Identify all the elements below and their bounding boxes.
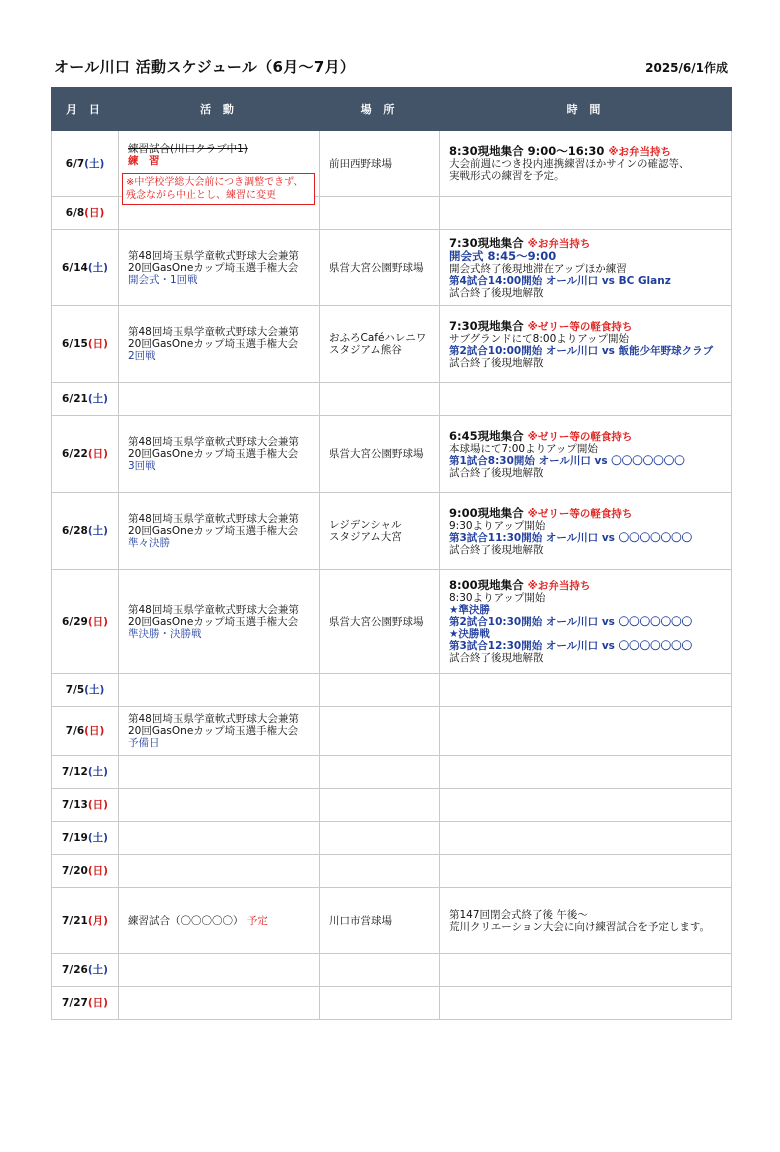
schedule-row (52, 674, 732, 707)
place-cell (320, 493, 440, 570)
time-line (449, 467, 731, 479)
place-text: 県営大宮公園野球場 (329, 448, 424, 460)
schedule-row (52, 756, 732, 789)
place-cell (320, 306, 440, 383)
time-segment: ※ゼリー等の軽食持ち (527, 320, 633, 333)
date-cell (52, 416, 119, 493)
date-cell (52, 954, 119, 987)
day-paren: ) (103, 964, 108, 976)
activity-line (128, 460, 319, 472)
place-text: 前田西野球場 (329, 157, 392, 170)
schedule-row (52, 306, 732, 383)
time-segment: 8:00現地集合 (449, 578, 528, 592)
activity-cell (119, 131, 320, 201)
time-line (449, 455, 731, 467)
schedule-row (52, 131, 732, 197)
time-segment: 7:30現地集合 (449, 235, 528, 250)
time-segment: ※お弁当持ち (527, 580, 591, 592)
time-line (449, 250, 731, 263)
activity-text: 準々決勝 (128, 537, 170, 549)
place-cell (320, 888, 440, 954)
day-paren: ) (103, 525, 108, 537)
header-row (52, 88, 732, 131)
day-paren: ) (99, 157, 105, 170)
time-cell (440, 756, 732, 789)
time-cell (440, 888, 732, 954)
activity-cell (119, 822, 320, 855)
activity-text: 20回GasOneカップ埼玉選手権大会 (128, 338, 299, 350)
activity-cell (119, 756, 320, 789)
date-text: 7/6 (65, 725, 85, 737)
time-segment: 大会前週につき投内連携練習ほかサインの確認等、 (449, 158, 690, 170)
day-paren: ( (87, 448, 93, 460)
date-cell (52, 756, 119, 789)
time-line (449, 320, 731, 333)
time-segment: 試合終了後現地解散 (449, 466, 544, 479)
time-line (449, 158, 731, 170)
activity-text: 20回GasOneカップ埼玉選手権大会 (128, 448, 299, 460)
schedule-row (52, 954, 732, 987)
time-segment: ※ゼリー等の軽食持ち (527, 507, 633, 520)
time-line (449, 532, 731, 544)
activity-cell (119, 674, 320, 707)
schedule-body (52, 131, 732, 1020)
day-paren: ( (84, 725, 89, 737)
schedule-row (52, 416, 732, 493)
schedule-table (51, 87, 732, 1020)
activity-line (128, 274, 319, 286)
day-paren: ) (103, 448, 108, 460)
place-cell (320, 416, 440, 493)
schedule-row (52, 789, 732, 822)
weekday-text: 日 (92, 865, 104, 877)
activity-text: 第48回埼玉県学童軟式野球大会兼第 (128, 326, 299, 338)
time-line (449, 592, 731, 604)
date-text: 7/20 (62, 865, 88, 877)
time-segment: ※お弁当持ち (608, 146, 672, 158)
day-paren: ( (87, 832, 93, 844)
time-line (449, 628, 731, 640)
time-segment: 第3試合12:30開始 オール川口 vs 〇〇〇〇〇〇〇 (449, 640, 693, 652)
place-cell (320, 855, 440, 888)
activity-cell (119, 306, 320, 383)
weekday-text: 日 (92, 448, 104, 460)
weekday-text: 日 (92, 799, 104, 811)
schedule-row (52, 987, 732, 1020)
activity-cell (119, 230, 320, 306)
day-paren: ) (103, 338, 108, 350)
place-cell (320, 954, 440, 987)
time-cell (440, 197, 732, 230)
time-cell (440, 230, 732, 306)
time-line (449, 345, 731, 357)
activity-text: 第48回埼玉県学童軟式野球大会兼第 (128, 513, 299, 525)
day-paren: ( (84, 207, 89, 219)
weekday-text: 日 (88, 207, 100, 219)
activity-suffix: 予定 (243, 914, 268, 927)
weekday-text: 日 (92, 338, 104, 350)
time-segment: 第1試合8:30開始 オール川口 vs 〇〇〇〇〇〇〇 (449, 454, 685, 467)
day-paren: ) (103, 393, 108, 405)
date-text: 6/22 (62, 448, 88, 460)
activity-line (128, 448, 319, 460)
day-paren: ) (103, 261, 108, 274)
time-line (449, 275, 731, 287)
day-paren: ( (84, 157, 89, 170)
day-paren: ) (99, 207, 105, 219)
date-cell (52, 131, 119, 197)
time-segment: 第4試合14:00開始 オール川口 vs BC Glanz (449, 274, 671, 287)
date-text: 7/19 (62, 832, 88, 844)
activity-line (128, 436, 319, 448)
time-line (449, 604, 731, 616)
place-cell (320, 756, 440, 789)
time-cell (440, 493, 732, 570)
schedule-row (52, 888, 732, 954)
day-paren: ( (87, 615, 93, 628)
activity-text: 3回戦 (128, 460, 156, 472)
day-paren: ( (87, 525, 93, 537)
time-segment: 9:00現地集合 (449, 505, 528, 520)
activity-text: 第48回埼玉県学童軟式野球大会兼第 (128, 603, 299, 616)
date-text: 6/15 (62, 338, 88, 350)
weekday-text: 土 (92, 832, 104, 844)
activity-cell (119, 707, 320, 756)
activity-line (128, 262, 319, 274)
place-cell (320, 230, 440, 306)
activity-text: 第48回埼玉県学童軟式野球大会兼第 (128, 436, 299, 448)
activity-line (128, 713, 319, 725)
time-cell (440, 416, 732, 493)
activity-cell (119, 570, 320, 674)
time-cell (440, 954, 732, 987)
activity-text: 練習試合（〇〇〇〇〇） (128, 914, 244, 927)
activity-text: 20回GasOneカップ埼玉選手権大会 (128, 261, 299, 274)
date-text: 6/8 (65, 207, 85, 219)
date-cell (52, 674, 119, 707)
activity-line (128, 513, 319, 525)
place-cell (320, 987, 440, 1020)
time-segment: ★準決勝 (449, 604, 490, 616)
time-segment: 本球場にて7:00よりアップ開始 (449, 442, 598, 455)
place-cell (320, 674, 440, 707)
column-header-place: 場 所 (320, 88, 440, 131)
weekday-text: 日 (88, 725, 100, 737)
date-text: 7/12 (62, 766, 88, 778)
cancellation-note: ※中学校学総大会前につき調整できず、 残念ながら中止とし、練習に変更 (122, 173, 315, 205)
activity-line (128, 525, 319, 537)
place-text: 川口市営球場 (329, 914, 392, 927)
day-paren: ) (103, 997, 108, 1009)
time-segment: 9:30よりアップ開始 (449, 519, 546, 532)
time-segment: 8:30よりアップ開始 (449, 592, 546, 604)
column-header-time: 時 間 (440, 88, 732, 131)
time-line (449, 443, 731, 455)
date-text: 7/26 (62, 964, 88, 976)
time-line (449, 909, 731, 921)
time-line (449, 507, 731, 520)
day-paren: ) (99, 725, 105, 737)
place-text: おふろCaféハレニワ スタジアム熊谷 (329, 332, 427, 356)
time-line (449, 652, 731, 664)
date-text: 6/21 (62, 393, 88, 405)
date-text: 7/27 (62, 997, 88, 1009)
time-segment: 第2試合10:30開始 オール川口 vs 〇〇〇〇〇〇〇 (449, 616, 693, 628)
schedule-row (52, 822, 732, 855)
time-segment: ※お弁当持ち (527, 237, 591, 250)
day-paren: ( (87, 865, 93, 877)
time-line (449, 170, 731, 182)
time-line (449, 357, 731, 369)
schedule-row (52, 570, 732, 674)
time-segment: サブグランドにて8:00よりアップ開始 (449, 332, 630, 345)
date-cell (52, 888, 119, 954)
activity-cell (119, 383, 320, 416)
time-cell (440, 987, 732, 1020)
time-segment: 試合終了後現地解散 (449, 286, 544, 299)
activity-line (128, 725, 319, 737)
time-segment: 開会式終了後現地滞在アップほか練習 (449, 262, 627, 275)
day-paren: ( (87, 766, 93, 778)
time-cell (440, 131, 732, 197)
date-cell (52, 570, 119, 674)
time-segment: 第2試合10:00開始 オール川口 vs 飯能少年野球クラブ (449, 344, 714, 357)
day-paren: ( (87, 799, 93, 811)
place-cell (320, 707, 440, 756)
weekday-text: 土 (92, 525, 104, 537)
activity-line (128, 737, 319, 749)
weekday-text: 土 (88, 157, 100, 170)
time-segment: 8:30現地集合 9:00～16:30 (449, 144, 609, 158)
day-paren: ) (103, 832, 108, 844)
activity-cell (119, 954, 320, 987)
activity-line (128, 616, 319, 628)
place-text: 県営大宮公園野球場 (329, 615, 424, 628)
place-cell (320, 789, 440, 822)
place-cell (320, 570, 440, 674)
activity-cell (119, 888, 320, 954)
time-line (449, 430, 731, 443)
time-cell (440, 306, 732, 383)
activity-text: 準決勝・決勝戦 (128, 627, 202, 640)
time-segment: 試合終了後現地解散 (449, 543, 544, 556)
date-text: 7/21 (62, 914, 88, 927)
time-line (449, 263, 731, 275)
date-cell (52, 707, 119, 756)
time-cell (440, 707, 732, 756)
time-line (449, 333, 731, 345)
time-line (449, 520, 731, 532)
date-text: 7/13 (62, 799, 88, 811)
date-text: 7/5 (65, 684, 85, 696)
date-cell (52, 383, 119, 416)
date-cell (52, 855, 119, 888)
day-paren: ( (87, 914, 93, 927)
time-segment: 荒川クリエーション大会に向け練習試合を予定します。 (449, 920, 711, 933)
time-segment: 6:45現地集合 (449, 428, 528, 443)
activity-cell (119, 789, 320, 822)
time-cell (440, 789, 732, 822)
time-segment: ★決勝戦 (449, 628, 490, 640)
activity-text: 開会式・1回戦 (128, 273, 198, 286)
day-paren: ) (103, 766, 108, 778)
time-line (449, 579, 731, 592)
column-header-date: 月 日 (52, 88, 119, 131)
time-line (449, 640, 731, 652)
date-text: 6/14 (62, 261, 88, 274)
date-text: 6/29 (62, 615, 88, 628)
activity-line (128, 338, 319, 350)
schedule-row (52, 707, 732, 756)
time-cell (440, 383, 732, 416)
time-cell (440, 570, 732, 674)
place-cell (320, 383, 440, 416)
activity-text: 20回GasOneカップ埼玉選手権大会 (128, 615, 299, 628)
column-header-activity: 活 動 (119, 88, 320, 131)
activity-text: 練 習 (128, 154, 160, 167)
day-paren: ( (87, 964, 93, 976)
weekday-text: 月 (92, 914, 104, 927)
activity-text: 20回GasOneカップ埼玉選手権大会 (128, 725, 299, 737)
activity-text: 第48回埼玉県学童軟式野球大会兼第 (128, 249, 299, 262)
time-segment: 試合終了後現地解散 (449, 356, 544, 369)
schedule-row (52, 493, 732, 570)
place-cell (320, 197, 440, 230)
activity-line (128, 143, 319, 155)
day-paren: ( (87, 393, 93, 405)
place-cell (320, 822, 440, 855)
weekday-text: 土 (92, 393, 104, 405)
time-cell (440, 674, 732, 707)
activity-text: 2回戦 (128, 350, 156, 362)
time-segment: 第3試合11:30開始 オール川口 vs 〇〇〇〇〇〇〇 (449, 531, 693, 544)
weekday-text: 日 (92, 997, 104, 1009)
day-paren: ) (103, 914, 108, 927)
weekday-text: 土 (88, 684, 100, 696)
place-cell (320, 131, 440, 197)
time-line (449, 616, 731, 628)
date-cell (52, 789, 119, 822)
created-date: 2025/6/1作成 (645, 61, 728, 75)
activity-line (128, 350, 319, 362)
day-paren: ) (99, 684, 105, 696)
activity-cell (119, 416, 320, 493)
date-cell (52, 197, 119, 230)
day-paren: ( (87, 338, 93, 350)
place-text: 県営大宮公園野球場 (329, 261, 424, 274)
time-cell (440, 822, 732, 855)
activity-line (128, 604, 319, 616)
day-paren: ( (87, 261, 93, 274)
date-cell (52, 822, 119, 855)
time-line (449, 921, 731, 933)
activity-cell (119, 855, 320, 888)
date-cell (52, 493, 119, 570)
activity-line (128, 628, 319, 640)
day-paren: ) (103, 615, 108, 628)
schedule-row (52, 383, 732, 416)
time-line (449, 287, 731, 299)
activity-text: 練習試合(川口クラブ中1) (128, 142, 248, 155)
day-paren: ( (87, 997, 93, 1009)
time-cell (440, 855, 732, 888)
activity-cell (119, 987, 320, 1020)
activity-line (128, 537, 319, 549)
date-cell (52, 306, 119, 383)
time-segment: 第147回閉会式終了後 午後～ (449, 908, 588, 921)
activity-line (128, 155, 319, 167)
activity-text: 第48回埼玉県学童軟式野球大会兼第 (128, 713, 299, 725)
activity-line (128, 915, 319, 927)
time-segment: 実戦形式の練習を予定。 (449, 170, 565, 182)
time-segment: ※ゼリー等の軽食持ち (527, 430, 633, 443)
activity-line (128, 326, 319, 338)
activity-text: 20回GasOneカップ埼玉選手権大会 (128, 525, 299, 537)
activity-text: 予備日 (128, 737, 160, 749)
page-title: オール川口 活動スケジュール（6月～7月） (54, 58, 356, 76)
time-line (449, 544, 731, 556)
weekday-text: 日 (92, 615, 104, 628)
time-segment: 試合終了後現地解散 (449, 652, 544, 664)
date-text: 6/7 (65, 157, 85, 170)
time-line (449, 145, 731, 158)
day-paren: ) (103, 865, 108, 877)
weekday-text: 土 (92, 964, 104, 976)
time-segment: 7:30現地集合 (449, 318, 528, 333)
day-paren: ) (103, 799, 108, 811)
date-cell (52, 230, 119, 306)
time-segment: 開会式 8:45～9:00 (449, 248, 557, 263)
activity-cell (119, 493, 320, 570)
date-cell (52, 987, 119, 1020)
activity-line (128, 250, 319, 262)
day-paren: ( (84, 684, 89, 696)
weekday-text: 土 (92, 261, 104, 274)
date-text: 6/28 (62, 525, 88, 537)
schedule-row (52, 855, 732, 888)
place-text: レジデンシャル スタジアム大宮 (329, 519, 402, 543)
weekday-text: 土 (92, 766, 104, 778)
schedule-row (52, 230, 732, 306)
